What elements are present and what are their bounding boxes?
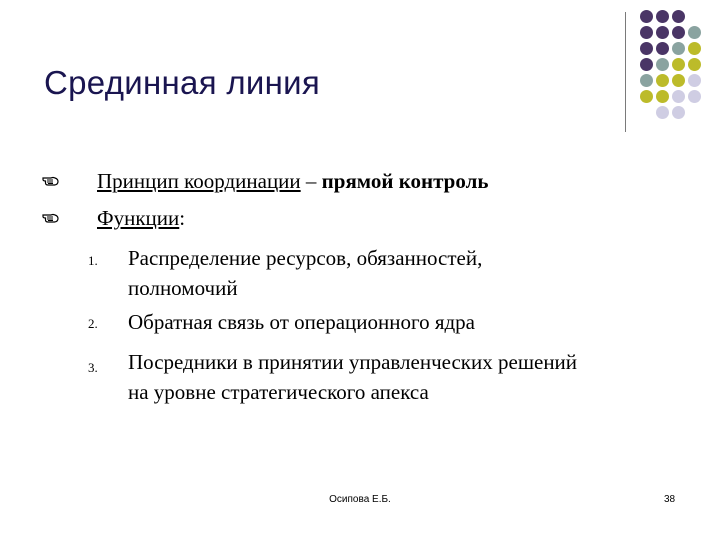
decor-dot — [656, 106, 669, 119]
decor-dot — [688, 58, 701, 71]
list-item — [128, 243, 482, 303]
item-number: 2. — [88, 316, 98, 331]
bullet-separator: – — [300, 169, 322, 193]
item-number: 1. — [88, 253, 98, 268]
item-line: Посредники в принятии управленческих решений — [128, 350, 578, 374]
decor-dot — [688, 42, 701, 55]
item-line: полномочий — [128, 276, 238, 300]
decor-dot — [672, 74, 685, 87]
item-line: на уровне стратегического апекса — [128, 380, 429, 404]
list-item — [128, 347, 577, 407]
decor-dot — [672, 26, 685, 39]
decor-dot — [656, 42, 669, 55]
decorative-divider — [625, 12, 626, 132]
item-line: Обратная связь от операционного ядра — [128, 310, 476, 334]
bullet-label: Принцип координации — [97, 169, 301, 193]
slide-title: Срединная линия — [44, 64, 321, 101]
decor-dot — [688, 90, 701, 103]
decor-dot — [640, 58, 653, 71]
decor-dot — [672, 58, 685, 71]
decor-dot — [672, 90, 685, 103]
decor-dot — [640, 42, 653, 55]
list-item — [128, 307, 475, 337]
decor-dot — [656, 26, 669, 39]
decor-dot — [672, 42, 685, 55]
footer-author: Осипова Е.Б. — [329, 494, 391, 505]
page-number: 38 — [664, 494, 676, 505]
decor-dot — [640, 10, 653, 23]
decor-dot — [688, 74, 701, 87]
item-number: 3. — [88, 360, 98, 375]
decor-dot — [640, 74, 653, 87]
bullet-suffix: : — [179, 206, 186, 230]
item-line: Распределение ресурсов, обязанностей, — [128, 246, 483, 270]
decor-dot — [656, 90, 669, 103]
decor-dot — [640, 90, 653, 103]
decor-dot — [640, 26, 653, 39]
decor-dot — [656, 10, 669, 23]
pointing-hand-icon — [42, 208, 60, 226]
decor-dot — [672, 106, 685, 119]
decor-dot — [688, 26, 701, 39]
bullet-label: Функции — [97, 206, 180, 230]
decor-dot — [672, 10, 685, 23]
bullet-emphasis: прямой контроль — [321, 169, 489, 193]
decor-dot — [656, 58, 669, 71]
decor-dot — [656, 74, 669, 87]
pointing-hand-icon — [42, 171, 60, 189]
